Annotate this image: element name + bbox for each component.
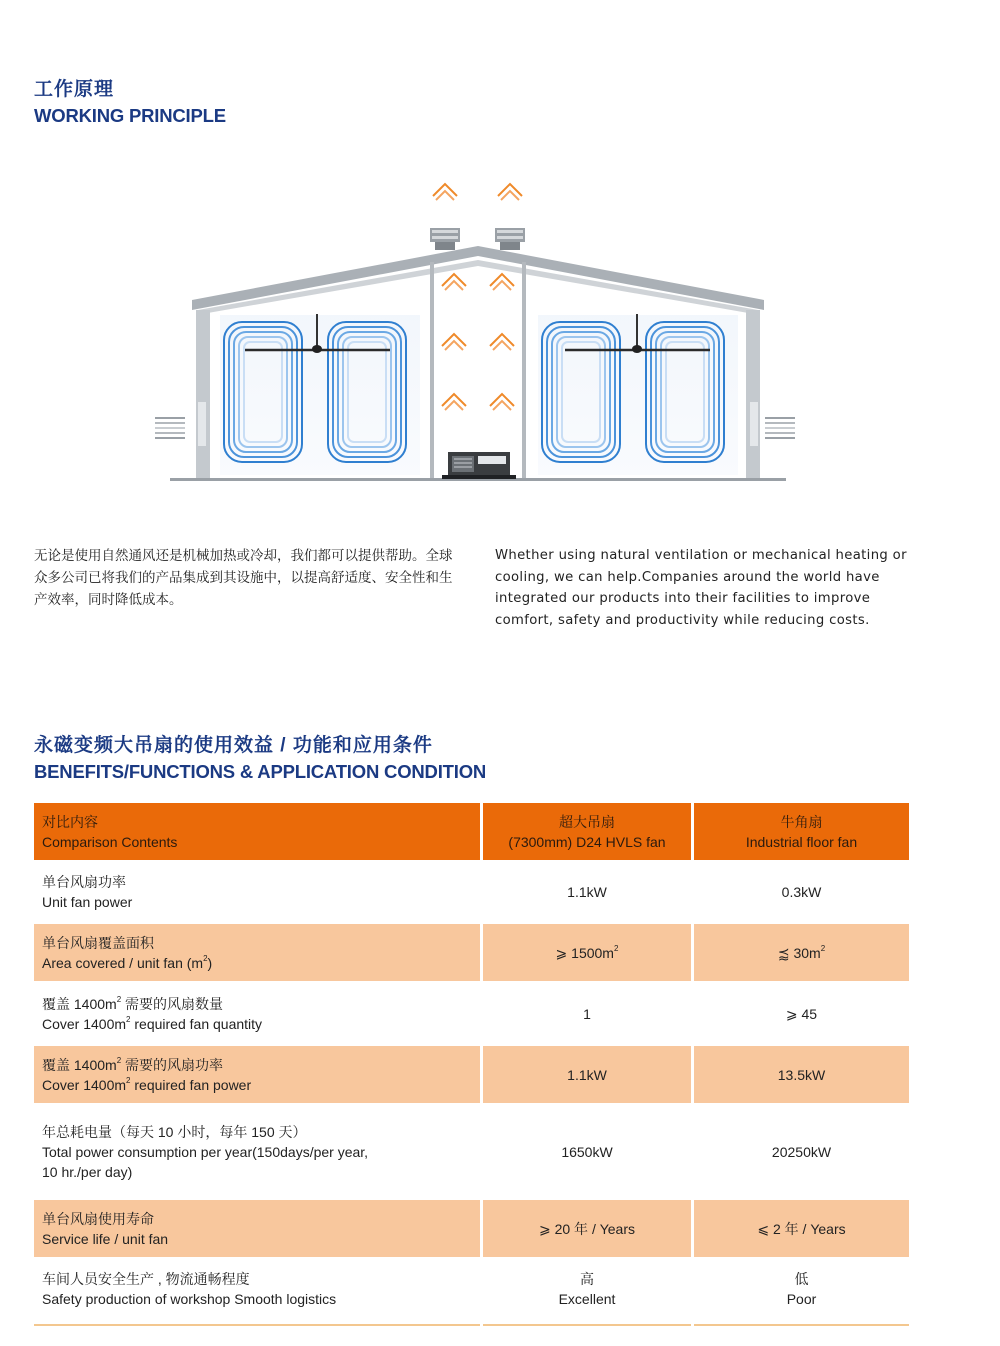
hvls-value [483,1046,691,1103]
table-bottom-rule [34,1324,909,1326]
table-row [34,1259,909,1319]
table-row [34,1200,909,1257]
value-text: ⩾ 20 年 / Years [538,1220,636,1237]
rising-heat [490,274,514,318]
hvls-value [483,924,691,981]
hvls-value [483,1200,691,1257]
table-row [34,862,909,922]
row-label [34,983,480,1044]
label-part: 覆盖 1400m [42,1056,117,1073]
row-label [34,1105,480,1198]
intro-text-en: Whether using natural ventilation or mechanical heating or cooling, we can help.Companies around the world have integrated our products into their facilities to improve comfort, safety and productivity while reducing costs. [495,548,907,628]
header-label-en: Industrial floor fan [745,833,858,850]
rising-heat [490,394,514,438]
label-cn: 单台风扇使用寿命 [42,1210,154,1227]
label-cn: 单台风扇功率 [42,874,126,890]
value-text: 1650kW [561,1143,613,1160]
label-part: 覆盖 1400m [42,995,117,1012]
air-inlet-right [765,418,795,438]
value-en: Excellent [558,1291,616,1307]
table-row [34,924,909,981]
value-text: ⩽ 2 年 / Years [757,1220,846,1237]
label-part: required fan power [130,1076,252,1093]
label-en: Safety production of workshop Smooth logistics [42,1291,337,1307]
label-cn [42,1055,480,1075]
row-label [34,1046,480,1103]
header-label-cn: 牛角扇 [780,813,823,830]
superscript: 2 [203,953,208,963]
header-floor-fan [694,803,909,860]
comparison-table [34,803,909,1321]
value-text: 20250kW [771,1143,832,1160]
label-part: 需要的风扇功率 [121,1056,224,1073]
section-title-en: WORKING PRINCIPLE [34,105,226,126]
table-row [34,983,909,1044]
floor-fan-value [694,1046,909,1103]
exhaust-heat-right [498,184,522,228]
row-label [34,1200,480,1257]
label-part: 需要的风扇数量 [121,995,224,1012]
superscript: 2 [613,943,619,953]
superscript: 2 [116,994,122,1004]
label-en: 10 hr./per day) [42,1163,133,1180]
table-header-row [34,803,909,860]
superscript: 2 [116,1055,122,1065]
value-cn: 高 [580,1271,594,1287]
label-en-text: Area covered / unit fan (m [42,954,204,971]
value-text [556,943,619,963]
header-label-en: Comparison Contents [42,833,178,850]
rising-heat [442,394,466,438]
label-cn: 车间人员安全生产 , 物流通畅程度 [42,1271,250,1287]
header-label-cn: 超大吊扇 [559,813,615,830]
rule-segment [694,1324,909,1326]
value-main: ⪷ 30m [777,944,821,961]
floor-fan-value [694,1200,909,1257]
floor-fan-value [694,862,909,922]
value-text: ⩾ 45 [785,1005,818,1022]
label-en [42,953,480,973]
rising-heat [442,334,466,378]
section-title-cn: 工作原理 [34,79,115,100]
value-text: 1 [583,1005,591,1022]
label-cn: 年总耗电量（每天 10 小时，每年 150 天） [42,1123,307,1140]
table-row [34,1105,909,1198]
benefits-title [34,730,486,783]
roof-vent-left [430,228,460,250]
hvls-value [483,1105,691,1198]
value-text: 13.5kW [777,1066,826,1083]
header-label-cn: 对比内容 [42,813,98,830]
value-text: 1.1kW [567,1066,607,1083]
label-en: Unit fan power [42,894,133,910]
superscript: 2 [820,943,826,953]
header-comparison-contents [34,803,480,860]
label-part: Cover 1400m [42,1076,127,1093]
superscript: 2 [126,1075,131,1085]
label-part: Cover 1400m [42,1015,127,1032]
hvls-value [483,862,691,922]
hvls-value [483,983,691,1044]
row-label [34,1259,480,1319]
label-en: Service life / unit fan [42,1230,169,1247]
label-en [42,1075,480,1095]
value-text: 1.1kW [567,884,607,900]
heater-unit [442,452,516,479]
rule-segment [34,1324,480,1326]
table-row [34,1046,909,1103]
air-inlet-left [155,418,185,438]
section-title-cn: 永磁变频大吊扇的使用效益 / 功能和应用条件 [34,735,433,756]
row-label [34,862,480,922]
working-principle-title [34,74,226,127]
rule-segment [483,1324,691,1326]
label-en-suffix: ) [207,954,213,971]
value-cn: 低 [794,1271,809,1287]
warehouse-airflow-diagram [150,180,800,490]
floor-fan-value [694,1105,909,1198]
label-en [42,1014,480,1034]
floor-fan-value [694,1259,909,1319]
value-text [778,943,825,963]
floor-fan-value [694,983,909,1044]
row-label [34,924,480,981]
floor-fan-value [694,924,909,981]
intro-text-cn: 无论是使用自然通风还是机械加热或冷却，我们都可以提供帮助。全球众多公司已将我们的产品集成到其设施中，以提高舒适度、安全性和生产效率，同时降低成本。 [34,548,453,607]
superscript: 2 [126,1014,131,1024]
rising-heat [442,274,466,318]
value-main: ⩾ 1500m [555,944,614,961]
label-part: required fan quantity [130,1015,263,1032]
exhaust-heat-left [433,184,457,228]
value-text: 0.3kW [781,884,822,900]
roof-vent-right [495,228,525,250]
header-hvls-fan [483,803,691,860]
rising-heat [490,334,514,378]
left-wall [196,310,210,480]
label-cn [42,994,480,1014]
hvls-value [483,1259,691,1319]
section-title-en: BENEFITS/FUNCTIONS & APPLICATION CONDITION [34,761,487,782]
label-en: Total power consumption per year(150days/per year, [42,1143,369,1160]
header-label-en: (7300mm) D24 HVLS fan [508,833,666,850]
label-cn: 单台风扇覆盖面积 [42,934,154,951]
right-wall [746,310,760,480]
value-en: Poor [786,1291,817,1307]
